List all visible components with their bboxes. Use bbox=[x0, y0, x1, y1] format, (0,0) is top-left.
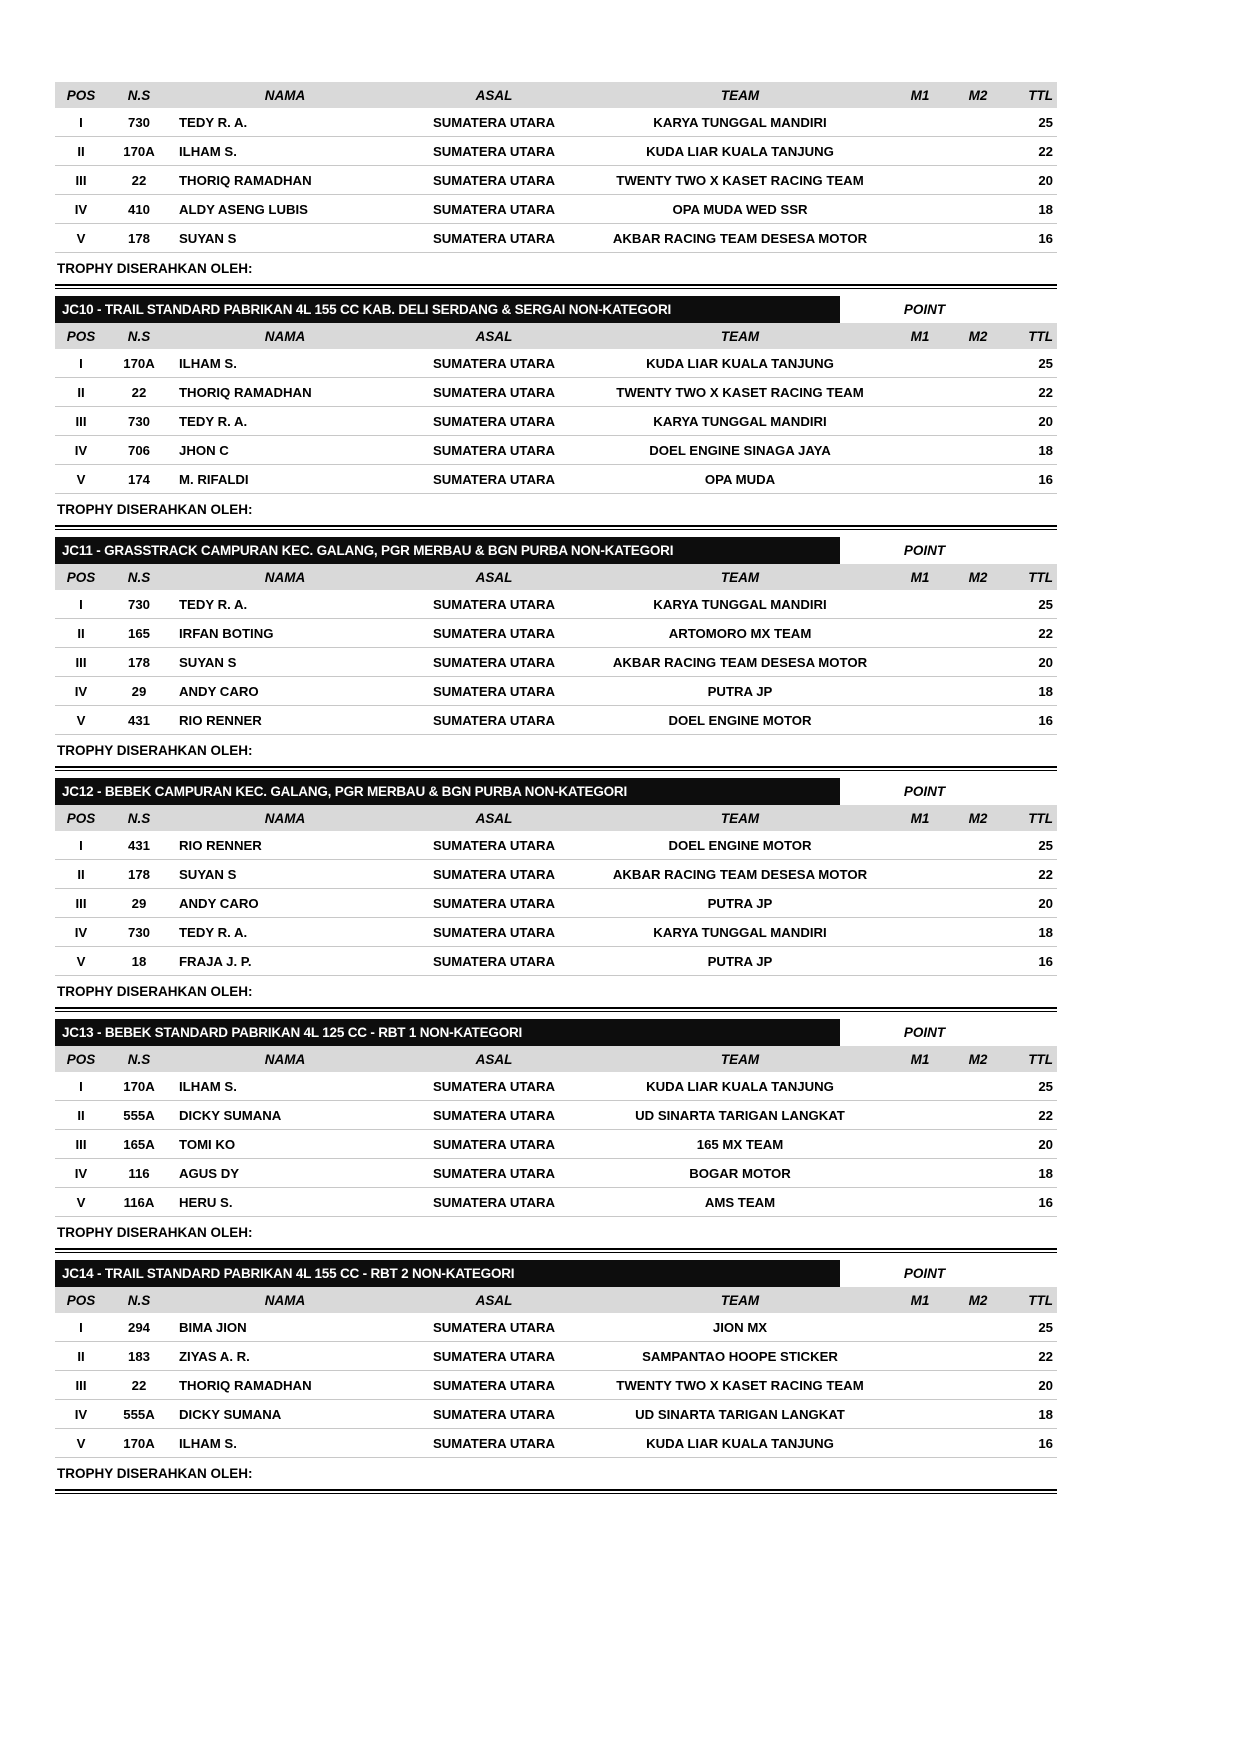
cell-pos: III bbox=[75, 413, 87, 429]
cell-ttl: 20 bbox=[1038, 172, 1053, 188]
cell-asal: SUMATERA UTARA bbox=[432, 1194, 556, 1210]
cell-nama: AGUS DY bbox=[179, 1165, 240, 1181]
cell-team: ARTOMORO MX TEAM bbox=[668, 625, 812, 641]
cell-ns: 170A bbox=[123, 355, 155, 371]
table-row bbox=[55, 619, 1057, 648]
class-title-row bbox=[55, 537, 1057, 564]
point-label: POINT bbox=[903, 784, 946, 799]
cell-ttl: 22 bbox=[1038, 384, 1053, 400]
cell-pos: V bbox=[76, 953, 86, 969]
cell-ttl: 25 bbox=[1038, 1319, 1053, 1335]
cell-nama: RIO RENNER bbox=[179, 712, 262, 728]
point-label: POINT bbox=[903, 1025, 946, 1040]
cell-ttl: 25 bbox=[1038, 114, 1053, 130]
table-row bbox=[55, 860, 1057, 889]
cell-ns: 170A bbox=[123, 1435, 155, 1451]
cell-pos: I bbox=[79, 1078, 83, 1094]
class-block bbox=[55, 1260, 1057, 1494]
class-block bbox=[55, 1019, 1057, 1253]
cell-team: AKBAR RACING TEAM DESESA MOTOR bbox=[612, 230, 868, 246]
cell-asal: SUMATERA UTARA bbox=[432, 355, 556, 371]
column-header-pos: POS bbox=[66, 810, 96, 826]
column-header-ttl: TTL bbox=[1028, 87, 1053, 103]
column-header-row bbox=[55, 1287, 1057, 1313]
cell-asal: SUMATERA UTARA bbox=[432, 1107, 556, 1123]
cell-nama: ZIYAS A. R. bbox=[179, 1348, 250, 1364]
cell-nama: THORIQ RAMADHAN bbox=[179, 384, 312, 400]
class-title-bar: JC11 - GRASSTRACK CAMPURAN KEC. GALANG, PGR MERBAU & BGN PURBA NON-KATEGORI bbox=[55, 537, 840, 564]
cell-asal: SUMATERA UTARA bbox=[432, 413, 556, 429]
cell-nama: BIMA JION bbox=[179, 1319, 247, 1335]
section-separator bbox=[55, 284, 1057, 289]
cell-ttl: 16 bbox=[1038, 1194, 1053, 1210]
cell-ns: 178 bbox=[127, 230, 150, 246]
cell-pos: IV bbox=[74, 1165, 88, 1181]
cell-nama: ANDY CARO bbox=[179, 683, 259, 699]
trophy-presented-by-label: TROPHY DISERAHKAN OLEH: bbox=[57, 1466, 253, 1481]
cell-pos: III bbox=[75, 1377, 87, 1393]
cell-nama: ANDY CARO bbox=[179, 895, 259, 911]
cell-team: UD SINARTA TARIGAN LANGKAT bbox=[635, 1406, 845, 1422]
cell-ns: 29 bbox=[131, 895, 147, 911]
table-row bbox=[55, 349, 1057, 378]
column-header-pos: POS bbox=[66, 1292, 96, 1308]
cell-asal: SUMATERA UTARA bbox=[432, 1377, 556, 1393]
cell-asal: SUMATERA UTARA bbox=[432, 143, 556, 159]
cell-team: AMS TEAM bbox=[704, 1194, 776, 1210]
column-header-m1: M1 bbox=[910, 810, 930, 826]
cell-ns: 730 bbox=[127, 924, 150, 940]
cell-pos: I bbox=[79, 355, 83, 371]
cell-ttl: 18 bbox=[1038, 442, 1053, 458]
section-separator bbox=[55, 1489, 1057, 1494]
column-header-team: TEAM bbox=[720, 810, 760, 826]
cell-team: AKBAR RACING TEAM DESESA MOTOR bbox=[612, 866, 868, 882]
cell-nama: RIO RENNER bbox=[179, 837, 262, 853]
table-row bbox=[55, 137, 1057, 166]
table-row bbox=[55, 677, 1057, 706]
cell-ns: 431 bbox=[127, 712, 150, 728]
cell-team: KUDA LIAR KUALA TANJUNG bbox=[646, 143, 834, 159]
column-header-asal: ASAL bbox=[475, 1292, 513, 1308]
cell-ns: 22 bbox=[131, 384, 147, 400]
cell-asal: SUMATERA UTARA bbox=[432, 1406, 556, 1422]
cell-nama: TEDY R. A. bbox=[179, 114, 248, 130]
cell-ttl: 18 bbox=[1038, 1165, 1053, 1181]
cell-ns: 165 bbox=[127, 625, 150, 641]
cell-team: KUDA LIAR KUALA TANJUNG bbox=[646, 1435, 834, 1451]
column-header-ttl: TTL bbox=[1028, 1292, 1053, 1308]
class-block bbox=[55, 537, 1057, 771]
cell-pos: I bbox=[79, 596, 83, 612]
cell-pos: II bbox=[77, 143, 85, 159]
cell-asal: SUMATERA UTARA bbox=[432, 712, 556, 728]
table-row bbox=[55, 1400, 1057, 1429]
cell-pos: I bbox=[79, 1319, 83, 1335]
cell-team: KUDA LIAR KUALA TANJUNG bbox=[646, 355, 834, 371]
cell-asal: SUMATERA UTARA bbox=[432, 837, 556, 853]
table-row bbox=[55, 378, 1057, 407]
cell-pos: IV bbox=[74, 924, 88, 940]
point-label: POINT bbox=[903, 302, 946, 317]
cell-ns: 294 bbox=[127, 1319, 150, 1335]
cell-pos: V bbox=[76, 712, 86, 728]
table-row bbox=[55, 166, 1057, 195]
column-header-nama: NAMA bbox=[264, 87, 306, 103]
cell-ttl: 25 bbox=[1038, 1078, 1053, 1094]
cell-ttl: 25 bbox=[1038, 355, 1053, 371]
column-header-m1: M1 bbox=[910, 1292, 930, 1308]
class-title-bar: JC13 - BEBEK STANDARD PABRIKAN 4L 125 CC - RBT 1 NON-KATEGORI bbox=[55, 1019, 840, 1046]
trophy-presented-by-label: TROPHY DISERAHKAN OLEH: bbox=[57, 261, 253, 276]
column-header-m2: M2 bbox=[968, 328, 988, 344]
table-row bbox=[55, 465, 1057, 494]
column-header-m2: M2 bbox=[968, 1292, 988, 1308]
table-row bbox=[55, 918, 1057, 947]
table-row bbox=[55, 1371, 1057, 1400]
cell-ns: 431 bbox=[127, 837, 150, 853]
column-header-m2: M2 bbox=[968, 569, 988, 585]
cell-nama: FRAJA J. P. bbox=[179, 953, 252, 969]
cell-ns: 730 bbox=[127, 413, 150, 429]
cell-nama: ALDY ASENG LUBIS bbox=[179, 201, 308, 217]
cell-ns: 170A bbox=[123, 1078, 155, 1094]
column-header-m1: M1 bbox=[910, 1051, 930, 1067]
column-header-nama: NAMA bbox=[264, 1051, 306, 1067]
class-title-bar: JC14 - TRAIL STANDARD PABRIKAN 4L 155 CC - RBT 2 NON-KATEGORI bbox=[55, 1260, 840, 1287]
cell-ns: 410 bbox=[127, 201, 150, 217]
column-header-asal: ASAL bbox=[475, 1051, 513, 1067]
cell-team: KARYA TUNGGAL MANDIRI bbox=[653, 114, 827, 130]
column-header-team: TEAM bbox=[720, 87, 760, 103]
cell-ttl: 22 bbox=[1038, 143, 1053, 159]
results-sheet bbox=[55, 82, 1057, 1501]
column-header-m2: M2 bbox=[968, 87, 988, 103]
class-title-bar: JC12 - BEBEK CAMPURAN KEC. GALANG, PGR MERBAU & BGN PURBA NON-KATEGORI bbox=[55, 778, 840, 805]
cell-pos: V bbox=[76, 471, 86, 487]
cell-asal: SUMATERA UTARA bbox=[432, 866, 556, 882]
column-header-ns: N.S bbox=[127, 87, 151, 103]
cell-pos: IV bbox=[74, 442, 88, 458]
cell-asal: SUMATERA UTARA bbox=[432, 1165, 556, 1181]
table-row bbox=[55, 1188, 1057, 1217]
column-header-m2: M2 bbox=[968, 1051, 988, 1067]
column-header-team: TEAM bbox=[720, 1292, 760, 1308]
table-row bbox=[55, 648, 1057, 677]
cell-ttl: 16 bbox=[1038, 953, 1053, 969]
column-header-team: TEAM bbox=[720, 569, 760, 585]
cell-nama: ILHAM S. bbox=[179, 355, 237, 371]
section-separator bbox=[55, 1007, 1057, 1012]
column-header-asal: ASAL bbox=[475, 328, 513, 344]
cell-team: TWENTY TWO X KASET RACING TEAM bbox=[616, 172, 864, 188]
cell-ttl: 22 bbox=[1038, 866, 1053, 882]
cell-ns: 174 bbox=[127, 471, 150, 487]
column-header-nama: NAMA bbox=[264, 569, 306, 585]
column-header-ttl: TTL bbox=[1028, 569, 1053, 585]
cell-asal: SUMATERA UTARA bbox=[432, 1319, 556, 1335]
class-block bbox=[55, 778, 1057, 1012]
cell-ns: 116A bbox=[123, 1194, 155, 1210]
cell-nama: TEDY R. A. bbox=[179, 413, 248, 429]
column-header-row bbox=[55, 82, 1057, 108]
cell-ttl: 16 bbox=[1038, 1435, 1053, 1451]
cell-ns: 730 bbox=[127, 596, 150, 612]
table-row bbox=[55, 224, 1057, 253]
cell-team: KUDA LIAR KUALA TANJUNG bbox=[646, 1078, 834, 1094]
cell-ns: 22 bbox=[131, 1377, 147, 1393]
cell-ns: 165A bbox=[123, 1136, 155, 1152]
cell-ttl: 16 bbox=[1038, 230, 1053, 246]
column-header-nama: NAMA bbox=[264, 1292, 306, 1308]
section-separator bbox=[55, 525, 1057, 530]
table-row bbox=[55, 1159, 1057, 1188]
column-header-pos: POS bbox=[66, 87, 96, 103]
cell-nama: TOMI KO bbox=[179, 1136, 236, 1152]
class-title-row bbox=[55, 1019, 1057, 1046]
cell-team: JION MX bbox=[712, 1319, 768, 1335]
cell-nama: IRFAN BOTING bbox=[179, 625, 274, 641]
cell-ns: 178 bbox=[127, 866, 150, 882]
column-header-ns: N.S bbox=[127, 1292, 151, 1308]
column-header-pos: POS bbox=[66, 328, 96, 344]
trophy-presented-by-label: TROPHY DISERAHKAN OLEH: bbox=[57, 502, 253, 517]
cell-ns: 116 bbox=[128, 1165, 150, 1181]
cell-ttl: 18 bbox=[1038, 924, 1053, 940]
cell-pos: IV bbox=[74, 683, 88, 699]
cell-team: DOEL ENGINE MOTOR bbox=[668, 712, 812, 728]
cell-ttl: 22 bbox=[1038, 1348, 1053, 1364]
cell-team: KARYA TUNGGAL MANDIRI bbox=[653, 596, 827, 612]
cell-nama: ILHAM S. bbox=[179, 1078, 237, 1094]
table-row bbox=[55, 1342, 1057, 1371]
cell-asal: SUMATERA UTARA bbox=[432, 924, 556, 940]
column-header-m1: M1 bbox=[910, 328, 930, 344]
table-row bbox=[55, 1313, 1057, 1342]
cell-asal: SUMATERA UTARA bbox=[432, 172, 556, 188]
cell-pos: III bbox=[75, 895, 87, 911]
cell-team: 165 MX TEAM bbox=[696, 1136, 784, 1152]
column-header-row bbox=[55, 1046, 1057, 1072]
cell-asal: SUMATERA UTARA bbox=[432, 230, 556, 246]
cell-pos: IV bbox=[74, 1406, 88, 1422]
cell-nama: TEDY R. A. bbox=[179, 596, 248, 612]
cell-asal: SUMATERA UTARA bbox=[432, 384, 556, 400]
column-header-nama: NAMA bbox=[264, 810, 306, 826]
table-row bbox=[55, 1130, 1057, 1159]
column-header-m1: M1 bbox=[910, 87, 930, 103]
column-header-ttl: TTL bbox=[1028, 1051, 1053, 1067]
cell-ttl: 20 bbox=[1038, 1377, 1053, 1393]
section-separator bbox=[55, 766, 1057, 771]
cell-nama: SUYAN S bbox=[179, 866, 237, 882]
cell-team: KARYA TUNGGAL MANDIRI bbox=[653, 413, 827, 429]
table-row bbox=[55, 1101, 1057, 1130]
cell-nama: DICKY SUMANA bbox=[179, 1107, 282, 1123]
column-header-ns: N.S bbox=[127, 1051, 151, 1067]
cell-team: SAMPANTAO HOOPE STICKER bbox=[642, 1348, 838, 1364]
cell-pos: II bbox=[77, 866, 85, 882]
column-header-asal: ASAL bbox=[475, 810, 513, 826]
table-row bbox=[55, 706, 1057, 735]
cell-pos: II bbox=[77, 625, 85, 641]
column-header-team: TEAM bbox=[720, 1051, 760, 1067]
cell-team: DOEL ENGINE MOTOR bbox=[668, 837, 812, 853]
column-header-ns: N.S bbox=[127, 569, 151, 585]
cell-team: PUTRA JP bbox=[707, 953, 773, 969]
cell-nama: ILHAM S. bbox=[179, 143, 237, 159]
cell-ttl: 20 bbox=[1038, 413, 1053, 429]
cell-ttl: 18 bbox=[1038, 683, 1053, 699]
cell-nama: ILHAM S. bbox=[179, 1435, 237, 1451]
cell-team: OPA MUDA bbox=[704, 471, 776, 487]
cell-ttl: 16 bbox=[1038, 471, 1053, 487]
column-header-pos: POS bbox=[66, 1051, 96, 1067]
cell-pos: I bbox=[79, 114, 83, 130]
cell-team: TWENTY TWO X KASET RACING TEAM bbox=[616, 384, 864, 400]
class-block bbox=[55, 296, 1057, 530]
cell-pos: IV bbox=[74, 201, 88, 217]
cell-pos: II bbox=[77, 1107, 85, 1123]
cell-ttl: 18 bbox=[1038, 201, 1053, 217]
trophy-presented-by-label: TROPHY DISERAHKAN OLEH: bbox=[57, 1225, 253, 1240]
class-title-bar: JC10 - TRAIL STANDARD PABRIKAN 4L 155 CC KAB. DELI SERDANG & SERGAI NON-KATEGORI bbox=[55, 296, 840, 323]
cell-pos: I bbox=[79, 837, 83, 853]
cell-ns: 29 bbox=[131, 683, 147, 699]
table-row bbox=[55, 108, 1057, 137]
table-row bbox=[55, 590, 1057, 619]
class-block bbox=[55, 82, 1057, 289]
column-header-team: TEAM bbox=[720, 328, 760, 344]
cell-pos: V bbox=[76, 230, 86, 246]
column-header-asal: ASAL bbox=[475, 87, 513, 103]
table-row bbox=[55, 1072, 1057, 1101]
cell-ns: 706 bbox=[127, 442, 150, 458]
trophy-presented-by-label: TROPHY DISERAHKAN OLEH: bbox=[57, 984, 253, 999]
cell-pos: V bbox=[76, 1435, 86, 1451]
cell-ttl: 20 bbox=[1038, 1136, 1053, 1152]
cell-asal: SUMATERA UTARA bbox=[432, 1348, 556, 1364]
column-header-row bbox=[55, 564, 1057, 590]
cell-team: PUTRA JP bbox=[707, 895, 773, 911]
table-row bbox=[55, 1429, 1057, 1458]
column-header-ttl: TTL bbox=[1028, 810, 1053, 826]
cell-nama: DICKY SUMANA bbox=[179, 1406, 282, 1422]
table-row bbox=[55, 436, 1057, 465]
cell-pos: II bbox=[77, 1348, 85, 1364]
cell-team: PUTRA JP bbox=[707, 683, 773, 699]
column-header-asal: ASAL bbox=[475, 569, 513, 585]
cell-pos: III bbox=[75, 654, 87, 670]
cell-asal: SUMATERA UTARA bbox=[432, 1136, 556, 1152]
trophy-presented-by-label: TROPHY DISERAHKAN OLEH: bbox=[57, 743, 253, 758]
table-row bbox=[55, 195, 1057, 224]
class-title-row bbox=[55, 1260, 1057, 1287]
cell-nama: THORIQ RAMADHAN bbox=[179, 172, 312, 188]
column-header-nama: NAMA bbox=[264, 328, 306, 344]
column-header-ns: N.S bbox=[127, 328, 151, 344]
point-label: POINT bbox=[903, 543, 946, 558]
cell-asal: SUMATERA UTARA bbox=[432, 953, 556, 969]
cell-nama: JHON C bbox=[179, 442, 229, 458]
cell-ns: 555A bbox=[123, 1107, 155, 1123]
cell-asal: SUMATERA UTARA bbox=[432, 114, 556, 130]
table-row bbox=[55, 947, 1057, 976]
cell-ns: 730 bbox=[127, 114, 150, 130]
column-header-row bbox=[55, 805, 1057, 831]
cell-ns: 555A bbox=[123, 1406, 155, 1422]
cell-ns: 22 bbox=[131, 172, 147, 188]
cell-ttl: 25 bbox=[1038, 837, 1053, 853]
cell-team: OPA MUDA WED SSR bbox=[672, 201, 808, 217]
cell-ns: 178 bbox=[127, 654, 150, 670]
cell-team: AKBAR RACING TEAM DESESA MOTOR bbox=[612, 654, 868, 670]
cell-ttl: 25 bbox=[1038, 596, 1053, 612]
cell-ttl: 16 bbox=[1038, 712, 1053, 728]
cell-team: DOEL ENGINE SINAGA JAYA bbox=[649, 442, 831, 458]
class-title-row bbox=[55, 778, 1057, 805]
cell-pos: III bbox=[75, 172, 87, 188]
class-title-row bbox=[55, 296, 1057, 323]
cell-asal: SUMATERA UTARA bbox=[432, 1435, 556, 1451]
column-header-row bbox=[55, 323, 1057, 349]
cell-asal: SUMATERA UTARA bbox=[432, 201, 556, 217]
cell-nama: TEDY R. A. bbox=[179, 924, 248, 940]
cell-asal: SUMATERA UTARA bbox=[432, 1078, 556, 1094]
cell-ttl: 22 bbox=[1038, 1107, 1053, 1123]
column-header-ns: N.S bbox=[127, 810, 151, 826]
table-row bbox=[55, 831, 1057, 860]
cell-nama: M. RIFALDI bbox=[179, 471, 249, 487]
cell-ttl: 20 bbox=[1038, 895, 1053, 911]
cell-nama: SUYAN S bbox=[179, 654, 237, 670]
column-header-m2: M2 bbox=[968, 810, 988, 826]
point-label: POINT bbox=[903, 1266, 946, 1281]
cell-nama: SUYAN S bbox=[179, 230, 237, 246]
column-header-m1: M1 bbox=[910, 569, 930, 585]
cell-ttl: 18 bbox=[1038, 1406, 1053, 1422]
cell-nama: THORIQ RAMADHAN bbox=[179, 1377, 312, 1393]
cell-asal: SUMATERA UTARA bbox=[432, 442, 556, 458]
column-header-pos: POS bbox=[66, 569, 96, 585]
cell-pos: III bbox=[75, 1136, 87, 1152]
cell-asal: SUMATERA UTARA bbox=[432, 596, 556, 612]
table-row bbox=[55, 889, 1057, 918]
cell-team: UD SINARTA TARIGAN LANGKAT bbox=[635, 1107, 845, 1123]
table-row bbox=[55, 407, 1057, 436]
cell-asal: SUMATERA UTARA bbox=[432, 654, 556, 670]
cell-asal: SUMATERA UTARA bbox=[432, 625, 556, 641]
cell-ns: 18 bbox=[131, 953, 147, 969]
cell-pos: V bbox=[76, 1194, 86, 1210]
section-separator bbox=[55, 1248, 1057, 1253]
cell-asal: SUMATERA UTARA bbox=[432, 683, 556, 699]
cell-ttl: 22 bbox=[1038, 625, 1053, 641]
cell-team: KARYA TUNGGAL MANDIRI bbox=[653, 924, 827, 940]
cell-nama: HERU S. bbox=[179, 1194, 233, 1210]
column-header-ttl: TTL bbox=[1028, 328, 1053, 344]
cell-team: TWENTY TWO X KASET RACING TEAM bbox=[616, 1377, 864, 1393]
cell-asal: SUMATERA UTARA bbox=[432, 895, 556, 911]
cell-pos: II bbox=[77, 384, 85, 400]
cell-ns: 183 bbox=[127, 1348, 150, 1364]
cell-ttl: 20 bbox=[1038, 654, 1053, 670]
cell-team: BOGAR MOTOR bbox=[689, 1165, 791, 1181]
cell-asal: SUMATERA UTARA bbox=[432, 471, 556, 487]
cell-ns: 170A bbox=[123, 143, 155, 159]
